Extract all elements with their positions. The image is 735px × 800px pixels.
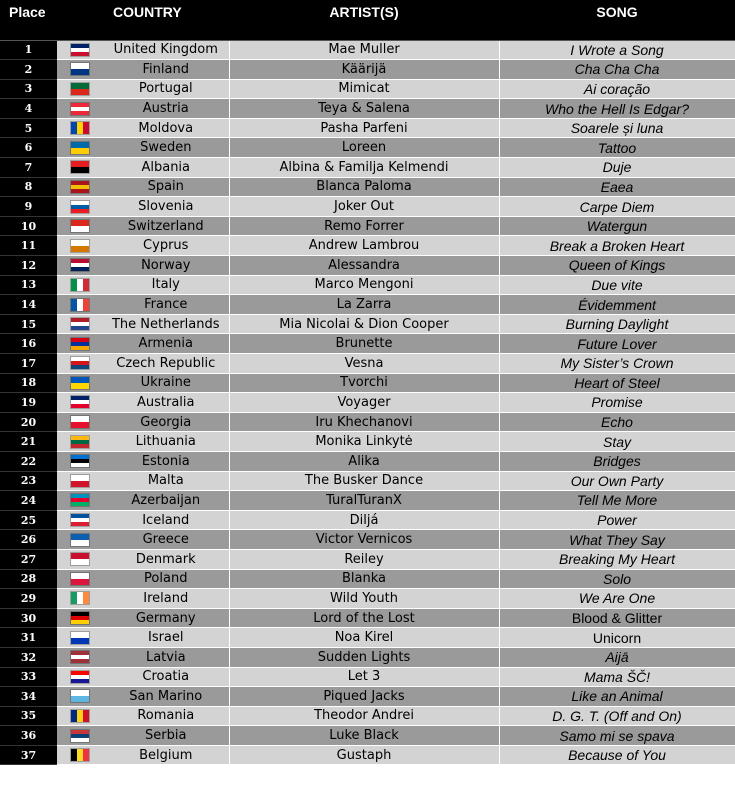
table-row [0,158,735,178]
artist-cell: Monika Linkytė [229,432,499,452]
artist-cell: Diljá [229,510,499,530]
country-cell: Croatia [103,667,229,687]
artist-cell: Andrew Lambrou [229,236,499,256]
flag-cell [57,314,103,334]
country-cell: Lithuania [103,432,229,452]
netherlands-flag-icon [71,318,89,330]
country-cell: Italy [103,275,229,295]
lithuania-flag-icon [71,436,89,448]
song-cell: Because of You [499,745,735,765]
country-cell: Greece [103,530,229,550]
song-cell: We Are One [499,589,735,609]
artist-cell: TuralTuranX [229,491,499,511]
artist-cell: Brunette [229,334,499,354]
song-cell: Who the Hell Is Edgar? [499,99,735,119]
table-row [0,647,735,667]
artist-cell: Alessandra [229,256,499,276]
artist-cell: Lord of the Lost [229,608,499,628]
table-row [0,471,735,491]
table-row [0,216,735,236]
artist-cell: Joker Out [229,197,499,217]
flag-cell [57,549,103,569]
country-cell: Slovenia [103,197,229,217]
place-cell: 9 [0,197,57,217]
country-cell: Spain [103,177,229,197]
artist-cell: La Zarra [229,295,499,315]
table-row [0,177,735,197]
artist-cell: Blanca Paloma [229,177,499,197]
albania-flag-icon [71,161,89,173]
table-row [0,432,735,452]
song-cell: Eaea [499,177,735,197]
latvia-flag-icon [71,651,89,663]
flag-cell [57,138,103,158]
flag-cell [57,118,103,138]
flag-cell [57,216,103,236]
flag-cell [57,256,103,276]
place-cell: 26 [0,530,57,550]
croatia-flag-icon [71,671,89,683]
flag-cell [57,706,103,726]
flag-cell [57,569,103,589]
song-cell: Tattoo [499,138,735,158]
artist-cell: Loreen [229,138,499,158]
place-cell: 8 [0,177,57,197]
artist-cell: The Busker Dance [229,471,499,491]
song-cell: What They Say [499,530,735,550]
table-row [0,334,735,354]
table-row [0,530,735,550]
country-cell: Iceland [103,510,229,530]
place-cell: 27 [0,549,57,569]
germany-flag-icon [71,612,89,624]
header-row [0,0,735,23]
artist-cell: Theodor Andrei [229,706,499,726]
denmark-flag-icon [71,553,89,565]
table-header [0,0,735,40]
flag-cell [57,530,103,550]
song-cell: Cha Cha Cha [499,60,735,80]
country-cell: Armenia [103,334,229,354]
country-cell: Germany [103,608,229,628]
flag-cell [57,177,103,197]
austria-flag-icon [71,103,89,115]
place-cell: 5 [0,118,57,138]
table-row [0,706,735,726]
country-cell: Belgium [103,745,229,765]
country-cell: Czech Republic [103,354,229,374]
song-cell: Burning Daylight [499,314,735,334]
country-cell: Australia [103,393,229,413]
song-cell: Watergun [499,216,735,236]
artist-cell: Mia Nicolai & Dion Cooper [229,314,499,334]
finland-flag-icon [71,63,89,75]
song-cell: Samo mi se spava [499,726,735,746]
country-cell: Ukraine [103,373,229,393]
australia-flag-icon [71,396,89,408]
artist-cell: Gustaph [229,745,499,765]
song-cell: Bridges [499,451,735,471]
place-cell: 25 [0,510,57,530]
place-cell: 15 [0,314,57,334]
sweden-flag-icon [71,142,89,154]
place-cell: 3 [0,79,57,99]
artist-cell: Pasha Parfeni [229,118,499,138]
table-row [0,138,735,158]
table-row [0,79,735,99]
place-column-header: Place [9,3,46,20]
table-row [0,373,735,393]
place-cell: 16 [0,334,57,354]
song-cell: Mama ŠČ! [499,667,735,687]
table-row [0,510,735,530]
country-cell: Switzerland [103,216,229,236]
flag-cell [57,451,103,471]
slovenia-flag-icon [71,201,89,213]
place-cell: 21 [0,432,57,452]
country-cell: Serbia [103,726,229,746]
table-row [0,354,735,374]
country-cell: Poland [103,569,229,589]
artist-cell: Mimicat [229,79,499,99]
norway-flag-icon [71,259,89,271]
song-cell: Echo [499,412,735,432]
song-cell: D. G. T. (Off and On) [499,706,735,726]
place-cell: 11 [0,236,57,256]
flag-cell [57,432,103,452]
belgium-flag-icon [71,749,89,761]
artist-cell: Voyager [229,393,499,413]
place-cell: 14 [0,295,57,315]
israel-flag-icon [71,632,89,644]
georgia-flag-icon [71,416,89,428]
table-row [0,314,735,334]
place-cell: 12 [0,256,57,276]
artist-cell: Marco Mengoni [229,275,499,295]
flag-cell [57,491,103,511]
poland-flag-icon [71,573,89,585]
artist-cell: Reiley [229,549,499,569]
country-cell: Malta [103,471,229,491]
artist-cell: Tvorchi [229,373,499,393]
table-row [0,412,735,432]
place-cell: 7 [0,158,57,178]
song-cell: My Sister’s Crown [499,354,735,374]
song-cell: Évidemment [499,295,735,315]
country-cell: Latvia [103,647,229,667]
flag-cell [57,589,103,609]
flag-cell [57,60,103,80]
song-cell: Stay [499,432,735,452]
table-row [0,275,735,295]
czech-republic-flag-icon [71,357,89,369]
artist-cell: Mae Muller [229,40,499,60]
song-cell: Heart of Steel [499,373,735,393]
song-cell: Breaking My Heart [499,549,735,569]
artist-cell: Teya & Salena [229,99,499,119]
country-cell: Sweden [103,138,229,158]
ireland-flag-icon [71,592,89,604]
artist-cell: Wild Youth [229,589,499,609]
song-cell: Carpe Diem [499,197,735,217]
romania-flag-icon [71,710,89,722]
table-row [0,569,735,589]
cyprus-flag-icon [71,240,89,252]
flag-cell [57,412,103,432]
table-row [0,236,735,256]
flag-cell [57,40,103,60]
song-cell: Break a Broken Heart [499,236,735,256]
flag-cell [57,667,103,687]
place-cell: 29 [0,589,57,609]
table-row [0,491,735,511]
table-row [0,40,735,60]
flag-cell [57,79,103,99]
flag-cell [57,745,103,765]
country-cell: Moldova [103,118,229,138]
place-cell: 37 [0,745,57,765]
san-marino-flag-icon [71,690,89,702]
place-cell: 30 [0,608,57,628]
table-row [0,549,735,569]
flag-cell [57,393,103,413]
portugal-flag-icon [71,83,89,95]
ukraine-flag-icon [71,377,89,389]
table-row [0,667,735,687]
country-cell: Romania [103,706,229,726]
table-row [0,118,735,138]
country-cell: San Marino [103,687,229,707]
song-cell: Promise [499,393,735,413]
country-cell: Israel [103,628,229,648]
artist-cell: Remo Forrer [229,216,499,236]
place-cell: 2 [0,60,57,80]
table-row [0,726,735,746]
song-cell: Tell Me More [499,491,735,511]
country-cell: Austria [103,99,229,119]
song-cell: Aijā [499,647,735,667]
country-cell: Norway [103,256,229,276]
serbia-flag-icon [71,730,89,742]
artist-cell: Vesna [229,354,499,374]
greece-flag-icon [71,534,89,546]
song-cell: Power [499,510,735,530]
song-cell: Future Lover [499,334,735,354]
country-cell: Albania [103,158,229,178]
country-cell: Cyprus [103,236,229,256]
place-cell: 19 [0,393,57,413]
table-row [0,608,735,628]
spain-flag-icon [71,181,89,193]
song-cell: Soarele și luna [499,118,735,138]
place-cell: 23 [0,471,57,491]
place-cell: 36 [0,726,57,746]
place-cell: 13 [0,275,57,295]
place-cell: 33 [0,667,57,687]
country-cell: Denmark [103,549,229,569]
song-cell: Our Own Party [499,471,735,491]
place-cell: 17 [0,354,57,374]
flag-cell [57,295,103,315]
table-row [0,99,735,119]
song-cell: Due vite [499,275,735,295]
country-cell: Estonia [103,451,229,471]
table-row [0,60,735,80]
table-row [0,589,735,609]
place-cell: 28 [0,569,57,589]
country-cell: The Netherlands [103,314,229,334]
place-cell: 35 [0,706,57,726]
place-cell: 24 [0,491,57,511]
flag-cell [57,373,103,393]
artist-cell: Blanka [229,569,499,589]
artists-column-header: ARTIST(S) [329,3,399,20]
table-row [0,393,735,413]
country-cell: Georgia [103,412,229,432]
song-column-header: SONG [596,3,638,20]
artist-cell: Alika [229,451,499,471]
song-cell: Blood & Glitter [499,608,735,628]
artist-cell: Käärijä [229,60,499,80]
artist-cell: Piqued Jacks [229,687,499,707]
artist-cell: Luke Black [229,726,499,746]
flag-cell [57,197,103,217]
country-cell: Ireland [103,589,229,609]
artist-cell: Victor Vernicos [229,530,499,550]
country-cell: Portugal [103,79,229,99]
place-cell: 32 [0,647,57,667]
flag-cell [57,275,103,295]
table-row [0,197,735,217]
flag-cell [57,334,103,354]
united-kingdom-flag-icon [71,44,89,56]
table-row [0,687,735,707]
artist-cell: Let 3 [229,667,499,687]
estonia-flag-icon [71,455,89,467]
moldova-flag-icon [71,122,89,134]
flag-column-header [57,0,103,23]
flag-cell [57,158,103,178]
flag-cell [57,99,103,119]
flag-cell [57,608,103,628]
flag-cell [57,354,103,374]
artist-cell: Iru Khechanovi [229,412,499,432]
country-cell: Azerbaijan [103,491,229,511]
song-cell: Like an Animal [499,687,735,707]
country-cell: United Kingdom [103,40,229,60]
artist-cell: Noa Kirel [229,628,499,648]
place-cell: 20 [0,412,57,432]
place-cell: 22 [0,451,57,471]
azerbaijan-flag-icon [71,494,89,506]
table-row [0,628,735,648]
artist-cell: Albina & Familja Kelmendi [229,158,499,178]
flag-cell [57,628,103,648]
song-cell: Solo [499,569,735,589]
table-row [0,295,735,315]
table-row [0,745,735,765]
flag-cell [57,510,103,530]
header-spacer [0,23,735,40]
table-body [0,40,735,765]
song-cell: I Wrote a Song [499,40,735,60]
country-column-header: COUNTRY [113,3,182,20]
flag-cell [57,236,103,256]
iceland-flag-icon [71,514,89,526]
flag-cell [57,687,103,707]
armenia-flag-icon [71,338,89,350]
italy-flag-icon [71,279,89,291]
table-row [0,451,735,471]
song-cell: Unicorn [499,628,735,648]
switzerland-flag-icon [71,220,89,232]
flag-cell [57,647,103,667]
country-cell: Finland [103,60,229,80]
place-cell: 10 [0,216,57,236]
song-cell: Ai coração [499,79,735,99]
france-flag-icon [71,299,89,311]
artist-cell: Sudden Lights [229,647,499,667]
place-cell: 31 [0,628,57,648]
place-cell: 6 [0,138,57,158]
flag-cell [57,471,103,491]
flag-cell [57,726,103,746]
place-cell: 4 [0,99,57,119]
table-row [0,256,735,276]
place-cell: 1 [0,40,57,60]
song-cell: Duje [499,158,735,178]
song-cell: Queen of Kings [499,256,735,276]
place-cell: 18 [0,373,57,393]
place-cell: 34 [0,687,57,707]
country-cell: France [103,295,229,315]
malta-flag-icon [71,475,89,487]
